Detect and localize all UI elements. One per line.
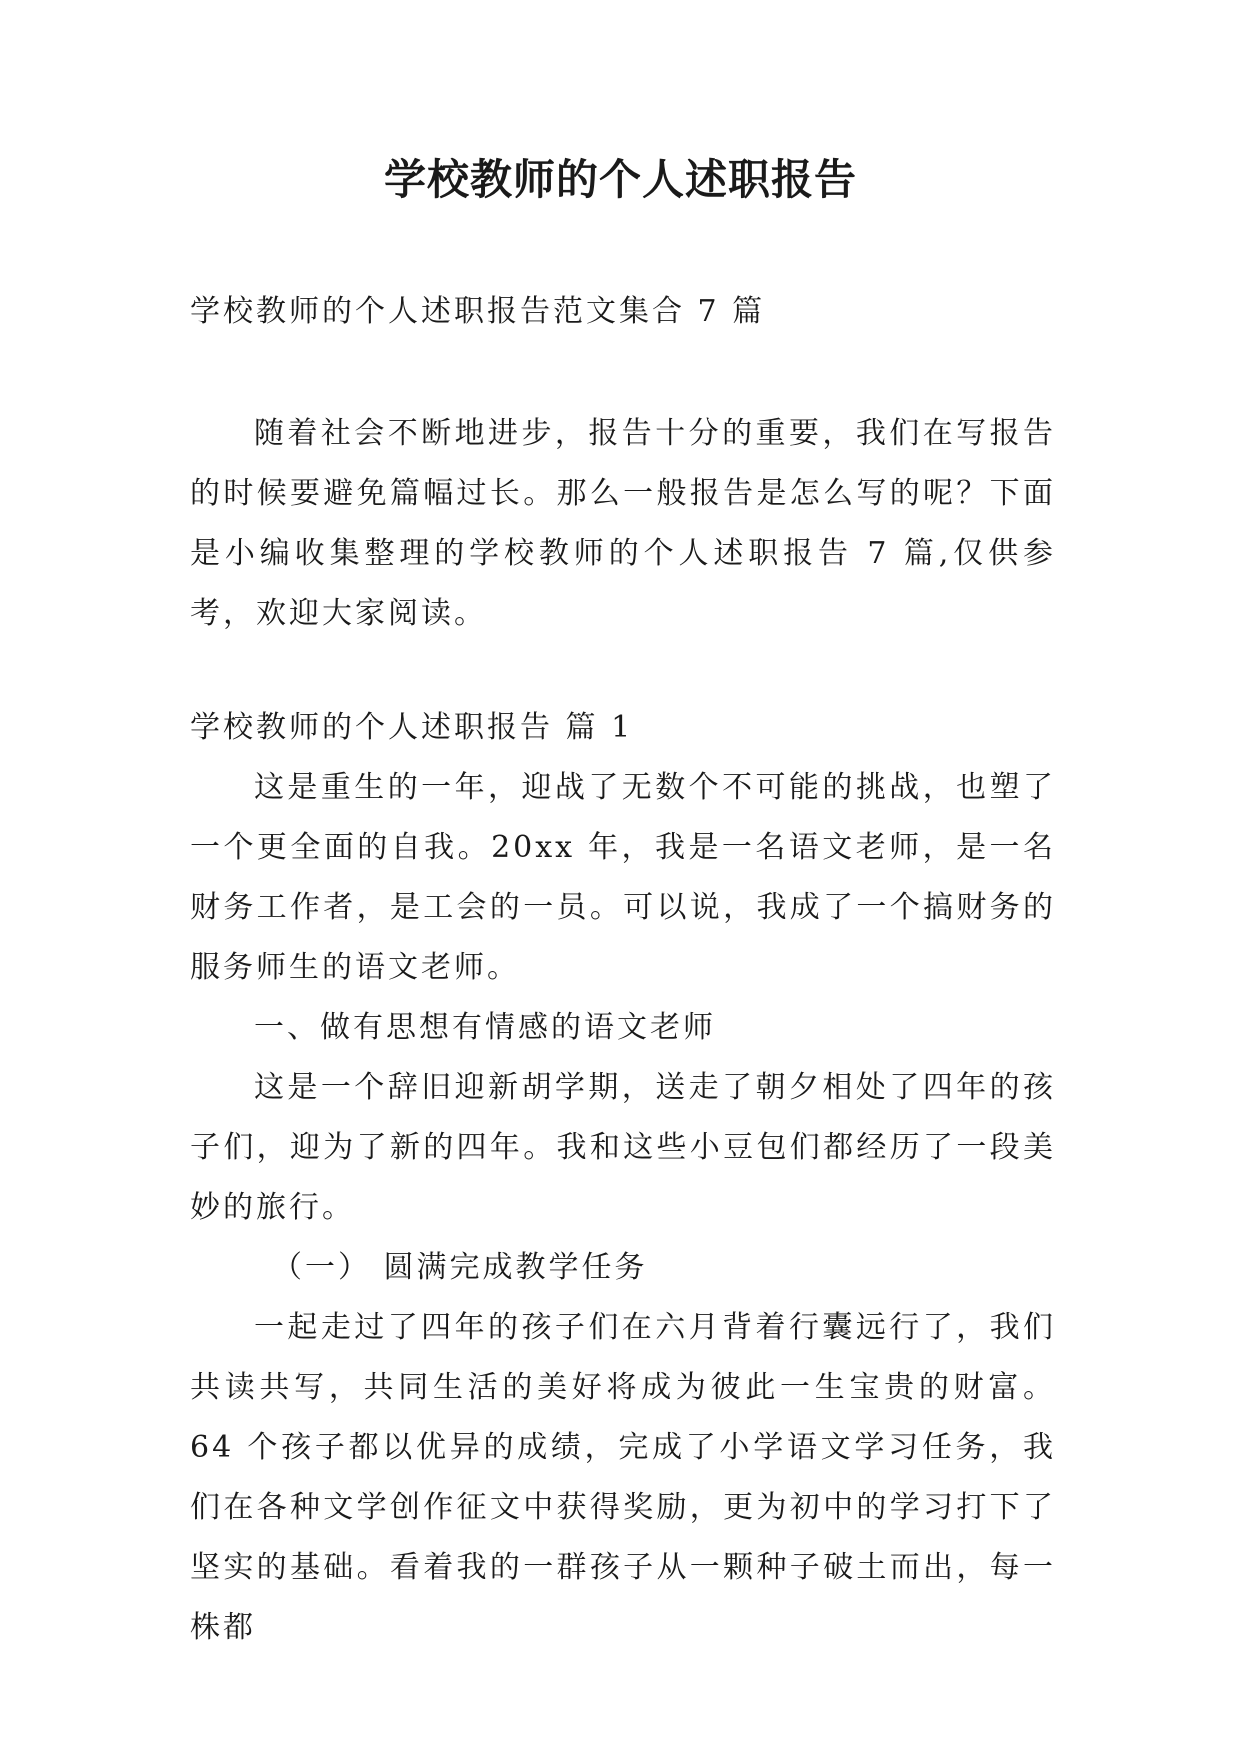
paragraph-2: 这是一个辞旧迎新胡学期，送走了朝夕相处了四年的孩子们，迎为了新的四年。我和这些小豆包们都经历了一段美妙的旅行。 — [190, 1070, 1056, 1225]
subheading-2: （一） 圆满完成教学任务 — [272, 1250, 648, 1285]
intro-paragraph: 随着社会不断地进步，报告十分的重要，我们在写报告的时候要避免篇幅过长。那么一般报告是怎么写的呢？下面是小编收集整理的学校教师的个人述职报告 7 篇,仅供参考，欢迎大家阅读。 — [190, 416, 1056, 631]
paragraph-1: 这是重生的一年，迎战了无数个不可能的挑战，也塑了一个更全面的自我。20xx 年，我是一名语文老师，是一名财务工作者，是工会的一员。可以说，我成了一个搞财务的服务师生的语文老师。 — [190, 770, 1056, 985]
document-title: 学校教师的个人述职报告 — [383, 155, 857, 204]
section-heading: 学校教师的个人述职报告 篇 1 — [190, 710, 634, 745]
subtitle-text: 学校教师的个人述职报告范文集合 7 篇 — [190, 294, 766, 329]
intro-block — [190, 404, 1056, 644]
section-1 — [190, 698, 1056, 1658]
document-subtitle — [190, 282, 1056, 342]
paragraph-3: 一起走过了四年的孩子们在六月背着行囊远行了，我们共读共写，共同生活的美好将成为彼此一生宝贵的财富。64 个孩子都以优异的成绩，完成了小学语文学习任务，我们在各种文学创作征文中获得奖励，更为初中的学习打下了坚实的基础。看着我的一群孩子从一颗种子破土而出，每一株都 — [190, 1310, 1056, 1645]
subheading-1: 一、做有思想有情感的语文老师 — [254, 1010, 716, 1045]
